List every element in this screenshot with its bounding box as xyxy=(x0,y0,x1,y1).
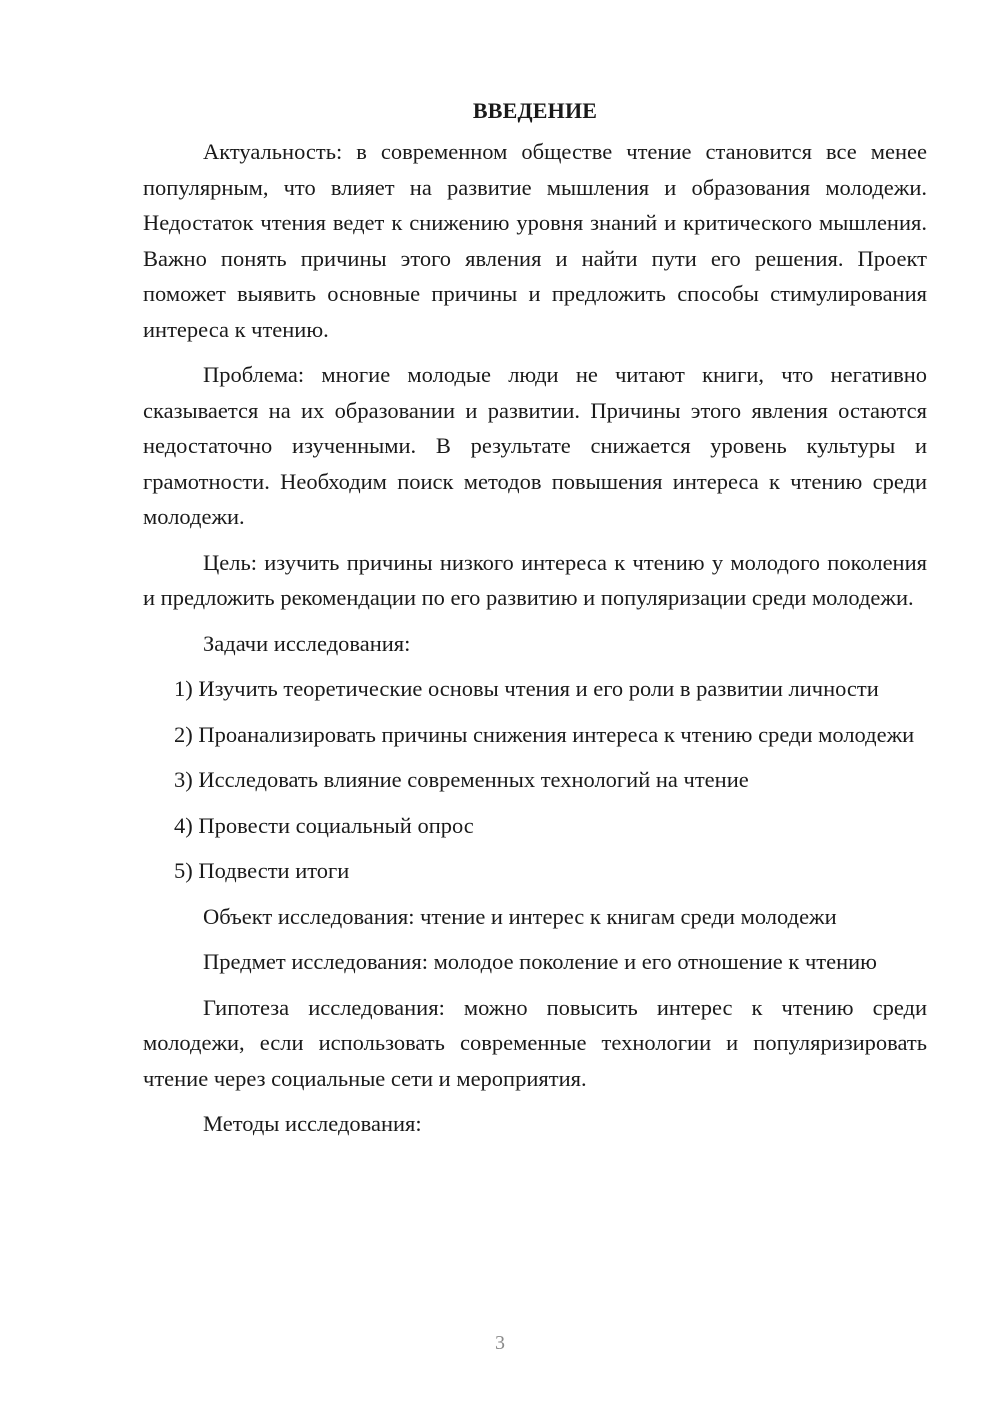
paragraph-goal: Цель: изучить причины низкого интереса к чтению у молодого поколения и предложить рекомендации по его развитию и популяризации среди молодежи. xyxy=(143,549,927,610)
paragraph-problem: Проблема: многие молодые люди не читают книги, что негативно сказывается на их образовании и развитии. Причины этого явления остаются недостаточно изученными. В результате снижается уровень культуры и грамотности. Необходим поиск методов повышения интереса к чтению среди молодежи. xyxy=(143,362,927,529)
task-item-2: 2) Проанализировать причины снижения интереса к чтению среди молодежи xyxy=(174,721,915,747)
document-page xyxy=(143,96,927,1152)
paragraph-relevance: Актуальность: в современном обществе чтение становится все менее популярным, что влияет на развитие мышления и образования молодежи. Недостаток чтения ведет к снижению уровня знаний и критического мышления. Важно понять причины этого явления и найти пути его решения. Проект поможет выявить основные причины и предложить способы стимулирования интереса к чтению. xyxy=(143,139,927,342)
task-item-1: 1) Изучить теоретические основы чтения и его роли в развитии личности xyxy=(174,676,879,701)
task-item-5: 5) Подвести итоги xyxy=(174,858,350,883)
page-title: ВВЕДЕНИЕ xyxy=(472,98,598,123)
page-number: 3 xyxy=(495,1332,505,1354)
paragraph-hypothesis: Гипотеза исследования: можно повысить интерес к чтению среди молодежи, если использовать современные технологии и популяризировать чтение через социальные сети и мероприятия. xyxy=(143,994,927,1091)
task-item-4: 4) Провести социальный опрос xyxy=(174,812,474,838)
paragraph-object: Объект исследования: чтение и интерес к книгам среди молодежи xyxy=(203,903,837,929)
paragraph-tasks-heading: Задачи исследования: xyxy=(203,630,411,656)
paragraph-methods: Методы исследования: xyxy=(203,1111,422,1136)
paragraph-subject: Предмет исследования: молодое поколение и его отношение к чтению xyxy=(203,949,877,974)
task-item-3: 3) Исследовать влияние современных технологий на чтение xyxy=(174,767,749,792)
